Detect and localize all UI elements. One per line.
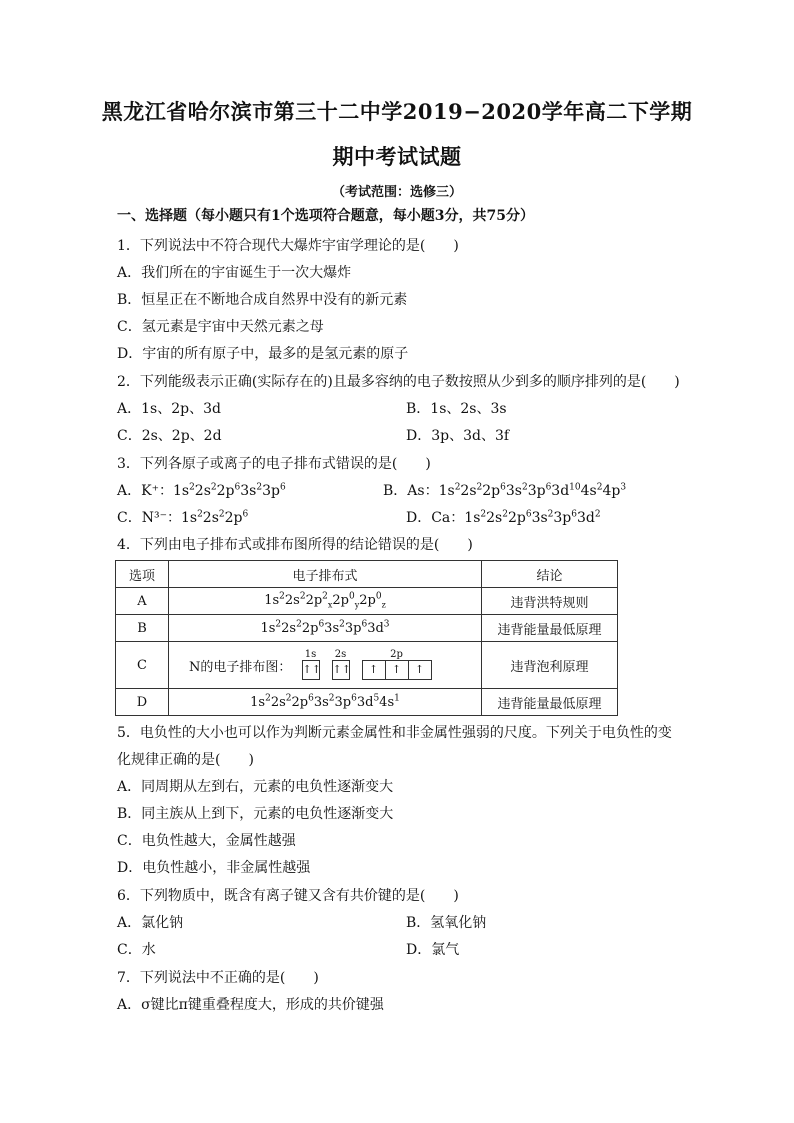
row-option: C: [116, 642, 169, 689]
table-row: [116, 615, 618, 642]
orbital-label: 2p: [390, 649, 403, 660]
q3-option-a: A．K⁺：$1s^22s^22p^63s^23p^6$: [117, 482, 286, 499]
q7-option-a: A．σ键比π键重叠程度大，形成的共价键强: [117, 997, 384, 1013]
orbital-2s: [332, 650, 350, 680]
q4-table: [115, 560, 618, 716]
orbital-2p: [362, 650, 432, 680]
q2-option-c: C．2s、2p、2d: [117, 428, 222, 444]
orbital-diagram: [302, 650, 432, 680]
row-conclusion: 违背能量最低原理: [482, 615, 618, 642]
table-row: [116, 588, 618, 615]
q5-option-b: B．同主族从上到下，元素的电负性逐渐变大: [117, 806, 394, 822]
row-conclusion: 违背泡利原理: [482, 642, 618, 689]
orbital-1s: [302, 650, 320, 680]
q3-option-c: C．N³⁻：$1s^22s^22p^6$: [117, 509, 249, 526]
q1-option-a: A．我们所在的宇宙诞生于一次大爆炸: [117, 265, 352, 281]
table-header-row: [116, 561, 618, 588]
q6-option-a: A．氯化钠: [117, 915, 184, 931]
orbital-label: 2s: [334, 649, 347, 660]
q5-stem-line2: 化规律正确的是( ): [117, 752, 254, 768]
q6-option-d: D．氯气: [406, 942, 460, 958]
orbital-box: ↑: [362, 660, 386, 680]
q2-option-d: D．3p、3d、3f: [406, 428, 510, 444]
orbital-box: ↑: [385, 660, 409, 680]
q1-option-b: B．恒星正在不断地合成自然界中没有的新元素: [117, 292, 408, 308]
row-option: D: [116, 689, 169, 716]
page-subtitle: 期中考试试题: [332, 144, 462, 169]
table-row: [116, 689, 618, 716]
orbital-box: ↑↑: [302, 660, 320, 680]
q5-option-d: D．电负性越小，非金属性越强: [117, 860, 311, 876]
row-config: $1s^22s^22p^63s^23p^63d^54s^1$: [169, 689, 482, 716]
exam-scope: （考试范围：选修三）: [331, 185, 462, 200]
q3-b-prefix: B．As：: [383, 483, 439, 499]
orbital-label: 1s: [304, 649, 317, 660]
q1-stem: 1．下列说法中不符合现代大爆炸宇宙学理论的是( ): [117, 238, 459, 254]
q6-stem: 6．下列物质中，既含有离子键又含有共价键的是( ): [117, 888, 459, 904]
q6-option-b: B．氢氧化钠: [406, 915, 487, 931]
orbital-box: ↑↑: [332, 660, 350, 680]
q3-stem: 3．下列各原子或离子的电子排布式错误的是( ): [117, 456, 431, 472]
header-conclusion: 结论: [482, 561, 618, 588]
q1-option-d: D．宇宙的所有原子中，最多的是氢元素的原子: [117, 346, 409, 362]
q3-a-prefix: A．K⁺：: [117, 483, 173, 499]
q5-stem-line1: 5．电负性的大小也可以作为判断元素金属性和非金属性强弱的尺度。下列关于电负性的变: [117, 725, 672, 741]
header-config: 电子排布式: [169, 561, 482, 588]
q5-option-a: A．同周期从左到右，元素的电负性逐渐变大: [117, 779, 394, 795]
q7-stem: 7．下列说法中不正确的是( ): [117, 970, 319, 986]
row-conclusion: 违背洪特规则: [482, 588, 618, 615]
q2-option-b: B．1s、2s、3s: [406, 401, 507, 417]
q6-option-c: C．水: [117, 942, 156, 958]
header-option: 选项: [116, 561, 169, 588]
q4-stem: 4．下列由电子排布式或排布图所得的结论错误的是( ): [117, 537, 473, 553]
orbital-diagram-label: N的电子排布图：: [189, 659, 292, 675]
q5-option-c: C．电负性越大，金属性越强: [117, 833, 296, 849]
q2-option-a: A．1s、2p、3d: [117, 401, 221, 417]
row-config: $1s^22s^22p^2_x2p^0_y2p^0_z$: [169, 588, 482, 615]
q1-option-c: C．氢元素是宇宙中天然元素之母: [117, 319, 324, 335]
row-config: $1s^22s^22p^63s^23p^63d^3$: [169, 615, 482, 642]
q3-option-d: D．Ca：$1s^22s^22p^63s^23p^63d^2$: [406, 509, 601, 526]
q2-stem: 2．下列能级表示正确(实际存在的)且最多容纳的电子数按照从少到多的顺序排列的是( ): [117, 374, 680, 390]
q3-d-prefix: D．Ca：: [406, 510, 465, 526]
section-heading: 一、选择题（每小题只有1个选项符合题意，每小题3分，共75分）: [117, 208, 534, 224]
q3-option-b: B．As：$1s^22s^22p^63s^23p^63d^{10}4s^24p^3$: [383, 482, 627, 499]
q3-c-prefix: C．N³⁻：: [117, 510, 181, 526]
row-option: B: [116, 615, 169, 642]
row-option: A: [116, 588, 169, 615]
page-title: 黑龙江省哈尔滨市第三十二中学2019−2020学年高二下学期: [101, 99, 693, 124]
row-conclusion: 违背能量最低原理: [482, 689, 618, 716]
orbital-box: ↑: [408, 660, 432, 680]
table-row: [116, 642, 618, 689]
row-config: [169, 642, 482, 689]
